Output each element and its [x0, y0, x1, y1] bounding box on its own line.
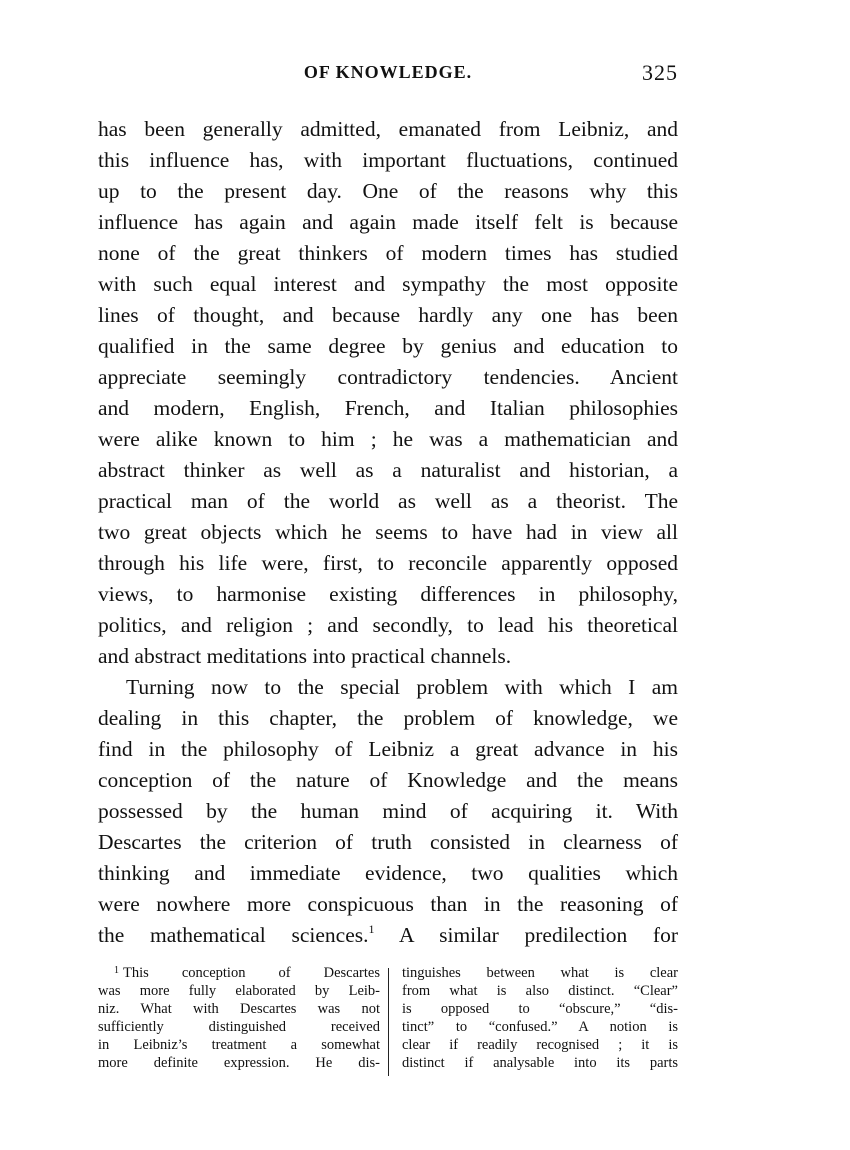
text-line: through his life were, first, to reconcile apparently opposed [98, 551, 678, 575]
text-line: conception of the nature of Knowledge and the means [98, 768, 678, 792]
footnote-mark: 1 [114, 965, 119, 976]
column-divider [388, 968, 389, 1076]
text-line: find in the philosophy of Leibniz a great advance in his [98, 737, 678, 761]
text-line: up to the present day. One of the reasons why this [98, 179, 678, 203]
footnote-line: in Leibniz’s treatment a somewhat [98, 1037, 380, 1053]
text-line: thinking and immediate evidence, two qualities which [98, 861, 678, 885]
text-line: lines of thought, and because hardly any one has been [98, 303, 678, 327]
text-line: and modern, English, French, and Italian philosophies [98, 396, 678, 420]
footnote-line: from what is also distinct. “Clear” [402, 983, 678, 999]
body-text [98, 114, 678, 951]
footnote [98, 964, 678, 1080]
text-line: has been generally admitted, emanated from Leibniz, and [98, 117, 678, 141]
text-fragment: the mathematical sciences. [98, 923, 369, 947]
text-line: qualified in the same degree by genius and education to [98, 334, 678, 358]
text-line: were alike known to him ; he was a mathematician and [98, 427, 678, 451]
text-line: dealing in this chapter, the problem of knowledge, we [98, 706, 678, 730]
text-fragment: A similar predilection for [399, 923, 678, 947]
footnote-line: tinguishes between what is clear [402, 965, 678, 981]
text-line: and abstract meditations into practical channels. [98, 644, 512, 668]
text-line: were nowhere more conspicuous than in the reasoning of [98, 892, 678, 916]
running-title: OF KNOWLEDGE. [303, 62, 473, 82]
text-line: influence has again and again made itself felt is because [98, 210, 678, 234]
running-head [98, 60, 678, 90]
footnote-line: distinct if analysable into its parts [402, 1055, 678, 1071]
text-line: with such equal interest and sympathy the most opposite [98, 272, 678, 296]
footnote-line: was more fully elaborated by Leib- [98, 983, 380, 999]
footnote-right-column [402, 964, 678, 1072]
text-line: this influence has, with important fluctuations, continued [98, 148, 678, 172]
footnote-line: is opposed to “obscure,” “dis- [402, 1001, 678, 1017]
footnote-line [98, 964, 380, 982]
text-line: appreciate seemingly contradictory tendencies. Ancient [98, 365, 678, 389]
text-line: none of the great thinkers of modern times has studied [98, 241, 678, 265]
footnote-line: more definite expression. He dis- [98, 1055, 380, 1071]
page-number: 325 [642, 60, 678, 85]
text-line: views, to harmonise existing differences in philosophy, [98, 582, 678, 606]
text-line: two great objects which he seems to have had in view all [98, 520, 678, 544]
footnote-line: niz. What with Descartes was not [98, 1001, 380, 1017]
text-line-with-footnote-ref [98, 920, 678, 951]
text-line: Descartes the criterion of truth consisted in clearness of [98, 830, 678, 854]
footnote-left-column [98, 964, 380, 1072]
footnote-line: sufficiently distinguished received [98, 1019, 380, 1035]
text-line: Turning now to the special problem with which I am [126, 675, 678, 699]
text-line: possessed by the human mind of acquiring it. With [98, 799, 678, 823]
text-line: politics, and religion ; and secondly, to lead his theoretical [98, 613, 678, 637]
text-line: abstract thinker as well as a naturalist and historian, a [98, 458, 678, 482]
footnote-text: This conception of Descartes [123, 965, 380, 981]
text-line: practical man of the world as well as a theorist. The [98, 489, 678, 513]
footnote-line: clear if readily recognised ; it is [402, 1037, 678, 1053]
footnote-line: tinct” to “confused.” A notion is [402, 1019, 678, 1035]
footnote-reference: 1 [368, 922, 375, 936]
